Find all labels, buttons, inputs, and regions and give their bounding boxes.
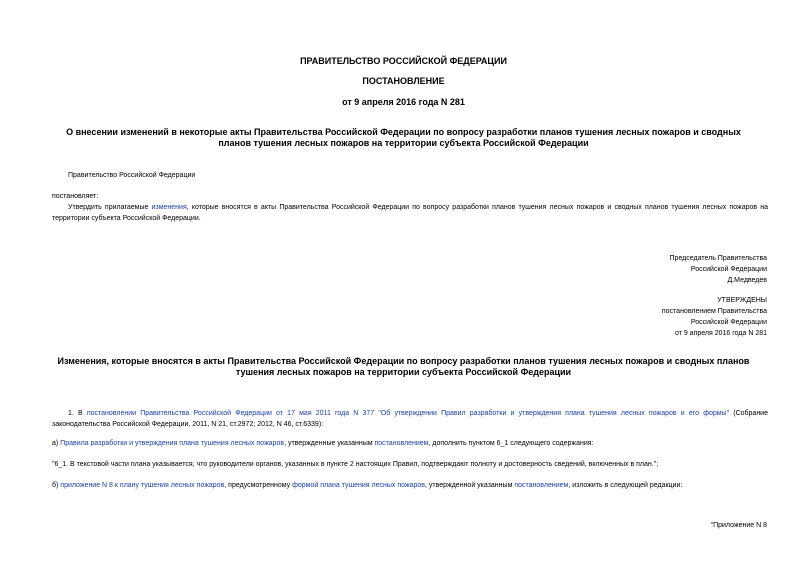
signature-country: Российской Федерации bbox=[690, 266, 767, 273]
item-b-paragraph bbox=[52, 480, 682, 491]
item-1-number: 1. В bbox=[68, 410, 87, 417]
item-b-prefix: б) bbox=[52, 482, 61, 489]
preamble-subject: Правительство Российской Федерации bbox=[68, 172, 196, 179]
approval-stamp: УТВЕРЖДЕНЫ bbox=[717, 297, 767, 304]
changes-title: Изменения, которые вносятся в акты Правительства Российской Федерации по вопросу разработки планов тушения лесных пожаров и сводных планов тушения лесных пожаров на территории субъекта Российской Федерации bbox=[57, 356, 750, 377]
document-type: ПОСТАНОВЛЕНИЕ bbox=[362, 76, 445, 86]
resolution-link-2[interactable]: постановлением bbox=[514, 482, 569, 489]
preamble-paragraph bbox=[52, 202, 768, 224]
preamble-text-end: , которые вносятся в акты Правительства Российской Федерации по вопросу разработки планов тушения лесных пожаров и сводных планов тушения лесных пожаров на территории субъекта Российской Федерации. bbox=[52, 204, 769, 222]
document-title: О внесении изменений в некоторые акты Правительства Российской Федерации по вопросу разработки планов тушения лесных пожаров и сводных планов тушения лесных пожаров на территории субъекта Российской Федерации bbox=[66, 127, 741, 148]
approval-line-2: постановлением Правительства bbox=[661, 308, 767, 315]
item-a-paragraph bbox=[52, 438, 593, 449]
item-1-paragraph bbox=[52, 408, 768, 430]
item-a-prefix: а) bbox=[52, 440, 61, 447]
item-a-mid: , утвержденные указанным bbox=[284, 440, 375, 447]
item-b-mid-2: , утвержденной указанным bbox=[425, 482, 515, 489]
approval-line-3: Российской Федерации bbox=[690, 319, 767, 326]
signature-name: Д.Медведев bbox=[727, 277, 767, 284]
preamble-verb: постановляет: bbox=[52, 193, 99, 200]
government-heading: ПРАВИТЕЛЬСТВО РОССИЙСКОЙ ФЕДЕРАЦИИ bbox=[300, 56, 507, 66]
preamble-text-start: Утвердить прилагаемые bbox=[68, 204, 152, 211]
item-1-text: (Собрание законодательства Российской Федерации, 2011, N 21, ст.2972; 2012, N 46, ст.6339): bbox=[52, 410, 768, 428]
approval-date: от 9 апреля 2016 года N 281 bbox=[674, 330, 767, 337]
rules-link[interactable]: Правила разработки и утверждения плана тушения лесных пожаров bbox=[60, 440, 285, 447]
document-date: от 9 апреля 2016 года N 281 bbox=[342, 97, 465, 107]
resolution-link[interactable]: постановлением bbox=[374, 440, 429, 447]
appendix-reference: "Приложение N 8 bbox=[710, 522, 767, 529]
changes-link[interactable]: изменения bbox=[151, 204, 187, 211]
quoted-clause: "6_1. В текстовой части плана указывается, что руководители органов, указанных в пункте 2 настоящих Правил, подтверждают полноту и достоверность сведений, включенных в план."; bbox=[52, 461, 659, 468]
resolution-377-link[interactable]: постановлении Правительства Российской Федерации от 17 мая 2011 года N 377 "Об утверждении Правил разработки и утверждения плана тушения лесных пожаров и его формы" bbox=[86, 410, 730, 417]
signature-position: Председатель Правительства bbox=[669, 255, 767, 262]
item-b-text: , изложить в следующей редакции: bbox=[568, 482, 683, 489]
plan-form-link[interactable]: формой плана тушения лесных пожаров bbox=[292, 482, 426, 489]
appendix-8-link[interactable]: приложение N 8 к плану тушения лесных пожаров bbox=[60, 482, 225, 489]
item-a-text: , дополнить пунктом 6_1 следующего содержания: bbox=[428, 440, 594, 447]
item-b-mid-1: , предусмотренному bbox=[224, 482, 293, 489]
